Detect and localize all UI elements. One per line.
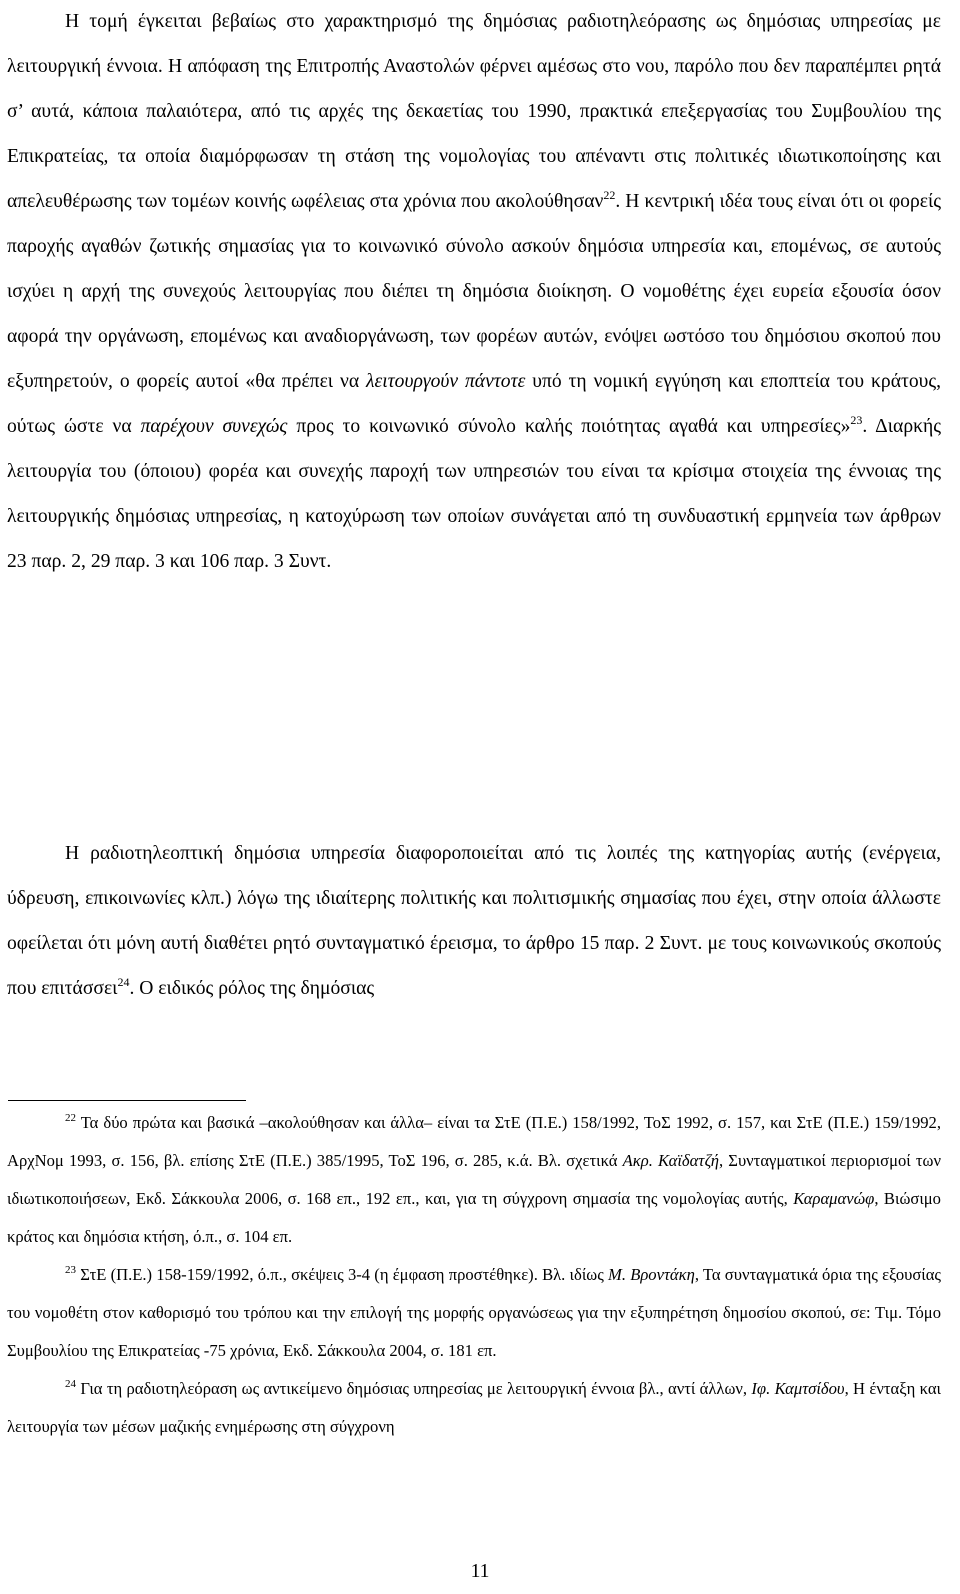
emphasis-text: παρέχουν συνεχώς xyxy=(140,416,288,437)
paragraph-2 xyxy=(7,831,941,1011)
page-number: 11 xyxy=(470,1561,490,1582)
main-text-block xyxy=(7,0,941,584)
footnote-24 xyxy=(7,1370,941,1446)
footnote-text: , Βιώσιμο κράτος και δημόσια κτήση, ό.π., σ. 104 επ. xyxy=(7,1189,941,1246)
paragraph-text: . Η κεντρική ιδέα τους είναι ότι οι φορείς παροχής αγαθών ζωτικής σημασίας για το κοινωνικό σύνολο ασκούν δημόσια υπηρεσία και, επομένως, σε αυτούς ισχύει η αρχή της συνεχούς λειτουργίας που διέπει τη δημόσια διοίκηση. Ο νομοθέτης έχει ευρεία εξουσία όσον αφορά την οργάνωση, επομένως και αναδιοργάνωση, των φορέων αυτών, ενόψει ωστόσο του δημόσιου σκοπού που εξυπηρετούν, ο φορείς αυτοί «θα πρέπει να xyxy=(7,191,941,392)
footnote-text: , Τα συνταγματικά όρια της εξουσίας του νομοθέτη στον καθορισμό του τρόπου και την επιλογή της μορφής οργανώσεως για την εξυπηρέτηση δημοσίου σκοπού, σε: Τιμ. Τόμο Συμβουλίου της Επικρατείας -75 χρόνια, Εκδ. Σάκκουλα 2004, σ. 181 επ. xyxy=(7,1265,942,1360)
footnote-text: Για τη ραδιοτηλεόραση ως αντικείμενο δημόσιας υπηρεσίας με λειτουργική έννοια βλ., αντί άλλων, xyxy=(76,1379,752,1398)
paragraph-1 xyxy=(7,0,941,584)
footnote-text: Τα δύο πρώτα και βασικά –ακολούθησαν και άλλα– είναι τα ΣτΕ (Π.Ε.) 158/1992, ΤοΣ 1992, σ. 157, και ΣτΕ (Π.Ε.) 159/1992, ΑρχΝομ 1993, σ. 156, βλ. επίσης ΣτΕ (Π.Ε.) 385/1995, ΤοΣ 196, σ. 285, κ.ά. Βλ. σχετικά xyxy=(7,1113,941,1170)
footnote-text: ΣτΕ (Π.Ε.) 158-159/1992, ό.π., σκέψεις 3-4 (η έμφαση προστέθηκε). Βλ. ιδίως xyxy=(76,1265,609,1284)
author-name: Ακρ. Καϊδατζή xyxy=(622,1151,719,1170)
footnote-ref-23[interactable]: 23 xyxy=(850,413,863,427)
footnote-22 xyxy=(7,1104,941,1256)
paragraph-text: . Ο ειδικός ρόλος της δημόσιας xyxy=(129,978,375,999)
author-name: Μ. Βροντάκη xyxy=(608,1265,695,1284)
footnote-23 xyxy=(7,1256,941,1370)
author-name: Καραμανώφ xyxy=(793,1189,875,1208)
footnote-text: , Συνταγματικοί περιορισμοί των ιδιωτικοποιήσεων, Εκδ. Σάκκουλα 2006, σ. 168 επ., 192 επ., και, για τη σύγχρονη σημασία της νομολογίας αυτής, xyxy=(7,1151,941,1208)
footnote-ref-24[interactable]: 24 xyxy=(117,975,130,989)
footnote-number: 24 xyxy=(65,1378,76,1390)
main-text-block-2 xyxy=(7,831,941,1011)
footnote-ref-22[interactable]: 22 xyxy=(603,188,616,202)
footnote-text: , Η ένταξη και λειτουργία των μέσων μαζικής ενημέρωσης στη σύγχρονη xyxy=(7,1379,941,1436)
paragraph-text: Η τομή έγκειται βεβαίως στο χαρακτηρισμό της δημόσιας ραδιοτηλεόρασης ως δημόσιας υπηρεσίας με λειτουργική έννοια. Η απόφαση της Επιτροπής Αναστολών φέρνει αμέσως στο νου, παρόλο που δεν παραπέμπει ρητά σ’ αυτά, κάποια παλαιότερα, από τις αρχές της δεκαετίας του 1990, πρακτικά επεξεργασίας του Συμβουλίου της Επικρατείας, τα οποία διαμόρφωσαν τη στάση της νομολογίας του απέναντι στις πολιτικές ιδιωτικοποίησης και απελευθέρωσης των τομέων κοινής ωφέλειας στα χρόνια που ακολούθησαν xyxy=(7,11,941,212)
paragraph-text: . Διαρκής λειτουργία του (όποιου) φορέα και συνεχής παροχή των υπηρεσιών του είναι τα κρίσιμα στοιχεία της έννοιας της λειτουργικής δημόσιας υπηρεσίας, η κατοχύρωση των οποίων συνάγεται από τη συνδυαστική ερμηνεία των άρθρων 23 παρ. 2, 29 παρ. 3 και 106 παρ. 3 Συντ. xyxy=(7,416,941,572)
emphasis-text: λειτουργούν πάντοτε xyxy=(366,371,526,392)
footnote-number: 22 xyxy=(65,1112,76,1124)
author-name: Ιφ. Καμτσίδου xyxy=(751,1379,845,1398)
paragraph-text: Η ραδιοτηλεοπτική δημόσια υπηρεσία διαφοροποιείται από τις λοιπές της κατηγορίας αυτής (ενέργεια, ύδρευση, επικοινωνίες κλπ.) λόγω της ιδιαίτερης πολιτικής και πολιτισμικής σημασίας που έχει, στην οποία άλλωστε οφείλεται ότι μόνη αυτή διαθέτει ρητό συνταγματικό έρεισμα, το άρθρο 15 παρ. 2 Συντ. με τους κοινωνικούς σκοπούς που επιτάσσει xyxy=(7,843,941,999)
footnotes-section xyxy=(7,1104,941,1446)
paragraph-text: προς το κοινωνικό σύνολο καλής ποιότητας αγαθά και υπηρεσίες» xyxy=(287,416,851,437)
paragraph-text: υπό τη νομική εγγύηση και εποπτεία του κράτους, ούτως ώστε να xyxy=(7,371,941,437)
footnote-number: 23 xyxy=(65,1264,76,1276)
footnote-separator xyxy=(8,1100,246,1101)
